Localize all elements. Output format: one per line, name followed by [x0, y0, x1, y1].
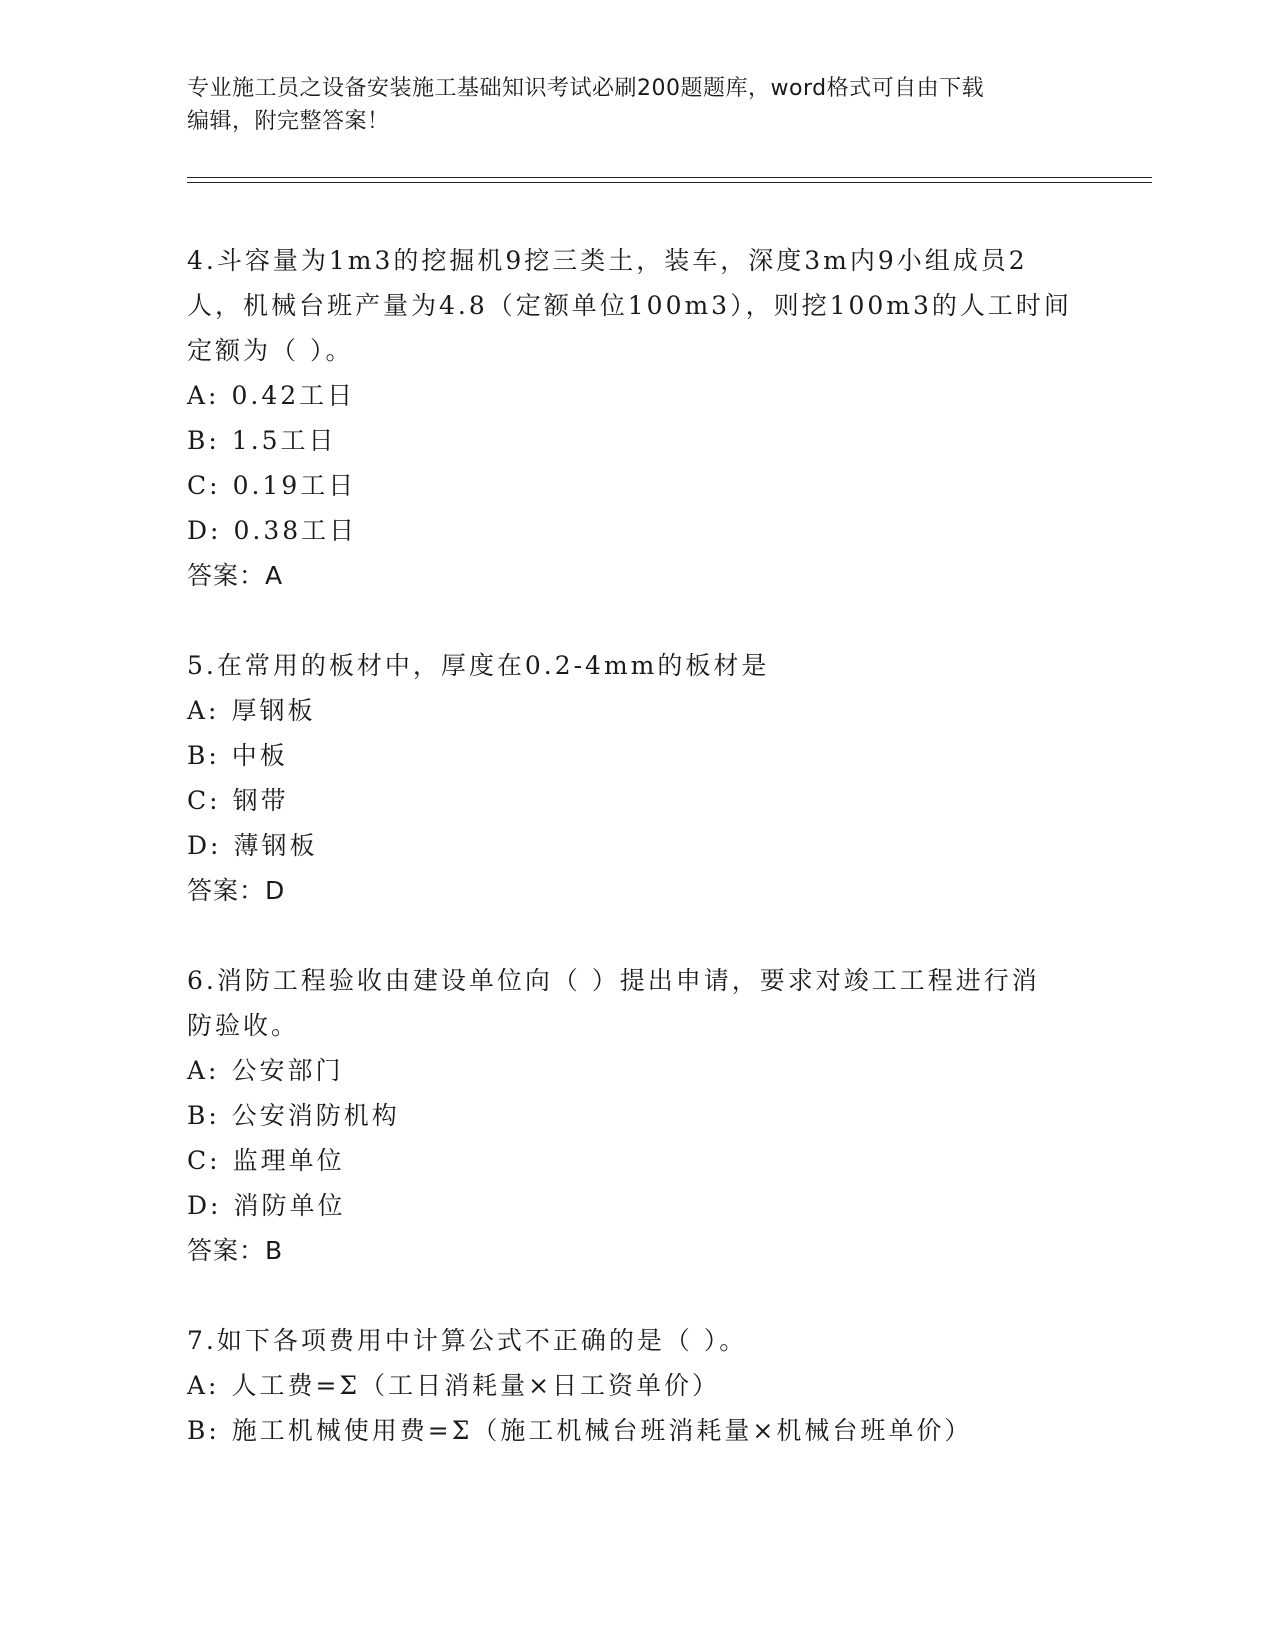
option-a [187, 1048, 1087, 1093]
option-b [187, 1408, 1087, 1453]
option-b [187, 1093, 1087, 1138]
option-text: 消防单位 [233, 1191, 346, 1220]
question-list [187, 238, 1087, 1453]
option-text: 1.5工日 [231, 426, 337, 455]
header-rule-bottom [187, 182, 1152, 183]
option-key: A: [187, 696, 220, 725]
option-b [187, 418, 1087, 463]
question-text-line: 定额为（ ）。 [187, 336, 354, 365]
answer-label: 答案：B [187, 1236, 284, 1265]
option-d [187, 823, 1087, 868]
option-key: C: [187, 786, 221, 815]
option-key: C: [187, 1146, 221, 1175]
question-text-line: 6.消防工程验收由建设单位向（ ）提出申请，要求对竣工工程进行消 [187, 966, 1040, 995]
question-text-line: 防验收。 [187, 1011, 300, 1040]
option-a [187, 1363, 1087, 1408]
question-text-line: 4.斗容量为1m3的挖掘机9挖三类土，装车，深度3m内9小组成员2 [187, 246, 1028, 275]
question-6 [187, 958, 1087, 1273]
question-4 [187, 238, 1087, 598]
option-c [187, 1138, 1087, 1183]
question-7 [187, 1318, 1087, 1453]
option-d [187, 508, 1087, 553]
option-text: 人工费=Σ（工日消耗量×日工资单价） [231, 1371, 721, 1400]
option-key: D: [187, 516, 222, 545]
option-text: 钢带 [232, 786, 289, 815]
option-key: C: [187, 471, 221, 500]
option-b [187, 733, 1087, 778]
option-text: 厚钢板 [231, 696, 316, 725]
option-key: B: [187, 1416, 220, 1445]
question-text-line: 7.如下各项费用中计算公式不正确的是（ ）。 [187, 1326, 748, 1355]
header-rule-top [187, 177, 1152, 178]
option-key: D: [187, 1191, 222, 1220]
answer-label: 答案：A [187, 561, 284, 590]
header-line-2: 编辑，附完整答案！ [187, 109, 390, 134]
option-key: B: [187, 741, 220, 770]
option-key: A: [187, 1056, 220, 1085]
option-d [187, 1183, 1087, 1228]
question-5 [187, 643, 1087, 913]
option-text: 0.42工日 [231, 381, 356, 410]
option-text: 监理单位 [232, 1146, 345, 1175]
option-text: 公安部门 [231, 1056, 344, 1085]
option-text: 中板 [231, 741, 288, 770]
option-text: 0.19工日 [232, 471, 357, 500]
option-c [187, 778, 1087, 823]
option-text: 施工机械使用费=Σ（施工机械台班消耗量×机械台班单价） [231, 1416, 973, 1445]
option-a [187, 688, 1087, 733]
option-text: 公安消防机构 [231, 1101, 400, 1130]
document-header [187, 72, 1067, 138]
option-c [187, 463, 1087, 508]
option-key: B: [187, 1101, 220, 1130]
answer-label: 答案：D [187, 876, 286, 905]
question-text-line: 人，机械台班产量为4.8（定额单位100m3），则挖100m3的人工时间 [187, 291, 1072, 320]
option-key: B: [187, 426, 220, 455]
option-text: 薄钢板 [233, 831, 318, 860]
option-key: D: [187, 831, 222, 860]
option-a [187, 373, 1087, 418]
question-text-line: 5.在常用的板材中，厚度在0.2-4mm的板材是 [187, 651, 770, 680]
option-key: A: [187, 1371, 220, 1400]
header-line-1: 专业施工员之设备安装施工基础知识考试必刷200题题库，word格式可自由下载 [187, 76, 985, 101]
option-key: A: [187, 381, 220, 410]
option-text: 0.38工日 [233, 516, 358, 545]
